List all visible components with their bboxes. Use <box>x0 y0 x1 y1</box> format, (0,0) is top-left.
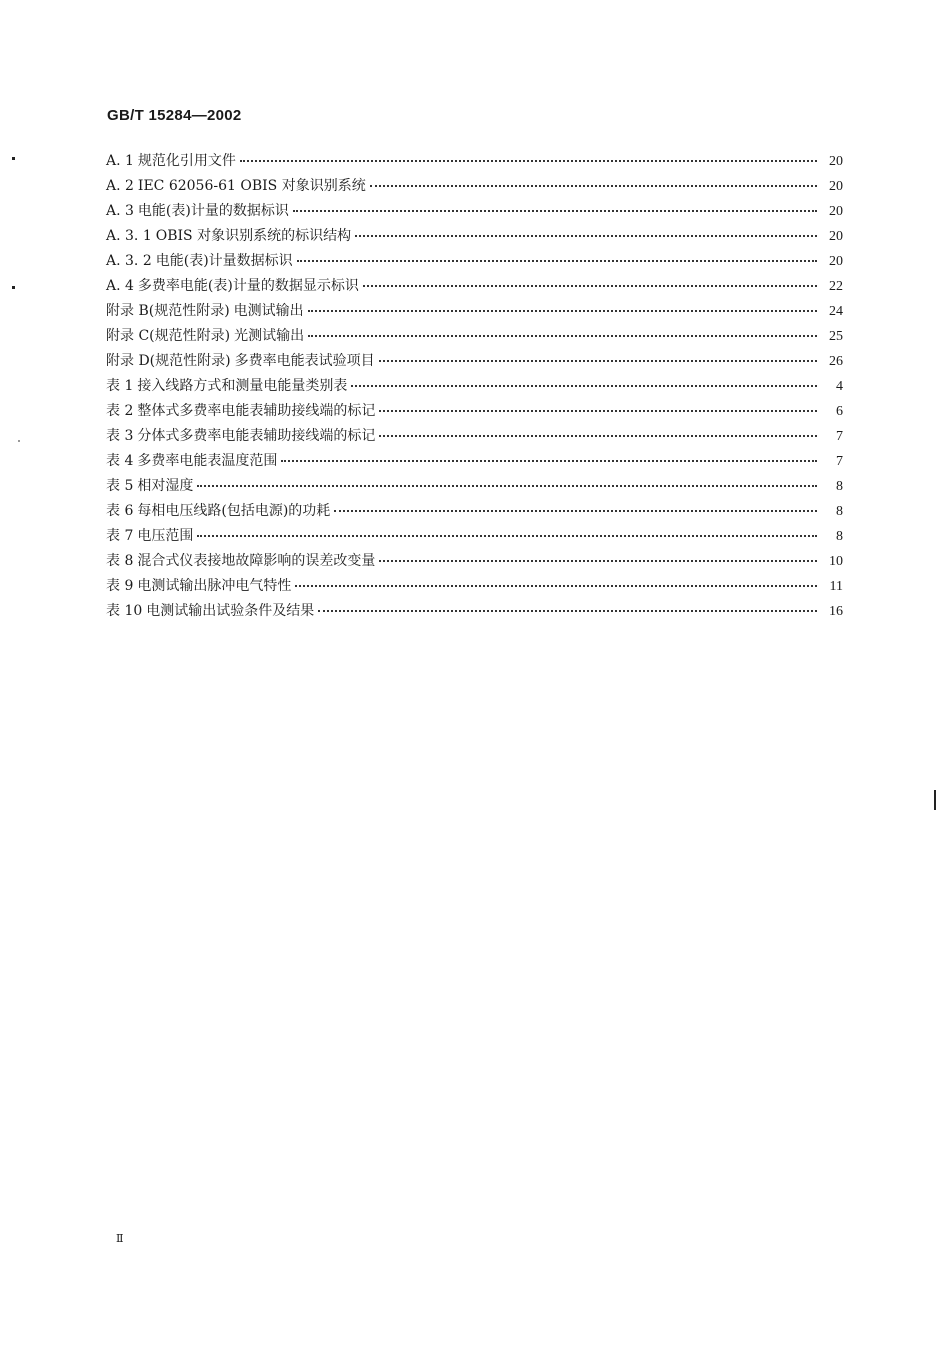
toc-entry-page: 20 <box>829 254 843 269</box>
toc-entry-label: 表 4 <box>106 453 134 469</box>
dot-leader <box>370 176 817 190</box>
toc-entry-page: 25 <box>829 329 843 344</box>
dot-leader <box>197 476 817 490</box>
toc-entry-title: 电能(表)计量的数据标识 <box>137 203 289 219</box>
toc-entry-page: 20 <box>829 154 843 169</box>
toc-entry-label: A. 3. 2 <box>106 253 152 269</box>
dot-leader <box>379 401 817 415</box>
toc-entry-title: OBIS 对象识别系统的标识结构 <box>155 228 352 244</box>
toc-entry-page: 16 <box>829 604 843 619</box>
toc-entry[interactable] <box>106 450 843 475</box>
toc-entry-page: 8 <box>836 479 843 494</box>
toc-entry-page: 11 <box>829 579 843 594</box>
toc-entry-title: 电测试输出试验条件及结果 <box>146 603 315 619</box>
toc-entry[interactable] <box>106 525 843 550</box>
toc-entry-title: 规范化引用文件 <box>137 153 236 169</box>
scan-speck <box>12 286 15 289</box>
toc-entry[interactable] <box>106 550 843 575</box>
toc-entry-title: 电压范围 <box>137 528 194 544</box>
dot-leader <box>197 526 817 540</box>
dot-leader <box>334 501 817 515</box>
toc-entry-label: 表 5 <box>106 478 134 494</box>
toc-entry[interactable] <box>106 175 843 200</box>
toc-entry-label: A. 3 <box>106 203 134 219</box>
toc-entry-page: 8 <box>836 504 843 519</box>
dot-leader <box>363 276 817 290</box>
toc-entry-page: 6 <box>836 404 843 419</box>
toc-entry-label: A. 3. 1 <box>106 228 152 244</box>
toc-entry-label: 表 1 <box>106 378 134 394</box>
toc-entry[interactable] <box>106 500 843 525</box>
toc-entry-label: 表 8 <box>106 553 134 569</box>
toc-entry-page: 7 <box>836 454 843 469</box>
dot-leader <box>379 351 817 365</box>
toc-entry-label: 表 2 <box>106 403 134 419</box>
toc-entry-label: 表 6 <box>106 503 134 519</box>
toc-entry[interactable] <box>106 350 843 375</box>
toc-entry-title: 接入线路方式和测量电能量类别表 <box>137 378 348 394</box>
scan-edge-mark <box>934 790 936 810</box>
dot-leader <box>318 601 817 615</box>
toc-entry-title: 多费率电能(表)计量的数据显示标识 <box>137 278 359 294</box>
toc-entry-page: 4 <box>836 379 843 394</box>
toc-entry-label: A. 1 <box>106 153 134 169</box>
toc-entry[interactable] <box>106 300 843 325</box>
toc-entry-page: 20 <box>829 204 843 219</box>
toc-entry-title: 分体式多费率电能表辅助接线端的标记 <box>137 428 376 444</box>
toc-entry[interactable] <box>106 425 843 450</box>
dot-leader <box>293 201 817 215</box>
toc-entry[interactable] <box>106 325 843 350</box>
toc-entry[interactable] <box>106 250 843 275</box>
toc-entry-title: 多费率电能表温度范围 <box>137 453 278 469</box>
dot-leader <box>379 551 817 565</box>
dot-leader <box>355 226 817 240</box>
toc-entry-page: 24 <box>829 304 843 319</box>
page-number: Ⅱ <box>116 1233 124 1245</box>
toc-entry-label: A. 4 <box>106 278 134 294</box>
toc-entry[interactable] <box>106 575 843 600</box>
toc-entry-title: 电测试输出 <box>233 303 304 319</box>
toc-entry[interactable] <box>106 150 843 175</box>
toc-entry-title: 电测试输出脉冲电气特性 <box>137 578 292 594</box>
toc-entry-label: 表 3 <box>106 428 134 444</box>
table-of-contents <box>106 150 843 625</box>
toc-entry-page: 10 <box>829 554 843 569</box>
dot-leader <box>281 451 817 465</box>
standard-code-header: GB/T 15284—2002 <box>107 107 242 124</box>
toc-entry-title: 电能(表)计量数据标识 <box>155 253 293 269</box>
toc-entry[interactable] <box>106 475 843 500</box>
toc-entry[interactable] <box>106 225 843 250</box>
dot-leader <box>308 301 817 315</box>
toc-entry-title: 多费率电能表试验项目 <box>234 353 375 369</box>
dot-leader <box>379 426 817 440</box>
dot-leader <box>351 376 817 390</box>
toc-entry-page: 8 <box>836 529 843 544</box>
toc-entry-title: 混合式仪表接地故障影响的误差改变量 <box>137 553 376 569</box>
toc-entry-label: 表 10 <box>106 603 143 619</box>
toc-entry[interactable] <box>106 275 843 300</box>
toc-entry-title: 光测试输出 <box>234 328 305 344</box>
toc-entry[interactable] <box>106 400 843 425</box>
toc-entry-label: A. 2 <box>106 178 134 194</box>
toc-entry-title: 相对湿度 <box>137 478 194 494</box>
toc-entry-label: 表 9 <box>106 578 134 594</box>
dot-leader <box>308 326 817 340</box>
toc-entry-page: 7 <box>836 429 843 444</box>
toc-entry[interactable] <box>106 200 843 225</box>
toc-entry[interactable] <box>106 600 843 625</box>
toc-entry-page: 20 <box>829 179 843 194</box>
toc-entry[interactable] <box>106 375 843 400</box>
scan-speck <box>18 440 20 442</box>
dot-leader <box>240 151 817 165</box>
toc-entry-title: 每相电压线路(包括电源)的功耗 <box>137 503 331 519</box>
toc-entry-page: 22 <box>829 279 843 294</box>
toc-entry-title: IEC 62056-61 OBIS 对象识别系统 <box>137 178 366 194</box>
toc-entry-page: 26 <box>829 354 843 369</box>
dot-leader <box>295 576 817 590</box>
toc-entry-page: 20 <box>829 229 843 244</box>
toc-entry-label: 附录 C(规范性附录) <box>106 328 231 344</box>
toc-entry-label: 附录 D(规范性附录) <box>106 353 231 369</box>
toc-entry-label: 附录 B(规范性附录) <box>106 303 230 319</box>
dot-leader <box>297 251 817 265</box>
toc-entry-label: 表 7 <box>106 528 134 544</box>
toc-entry-title: 整体式多费率电能表辅助接线端的标记 <box>137 403 376 419</box>
scan-speck <box>12 157 15 160</box>
